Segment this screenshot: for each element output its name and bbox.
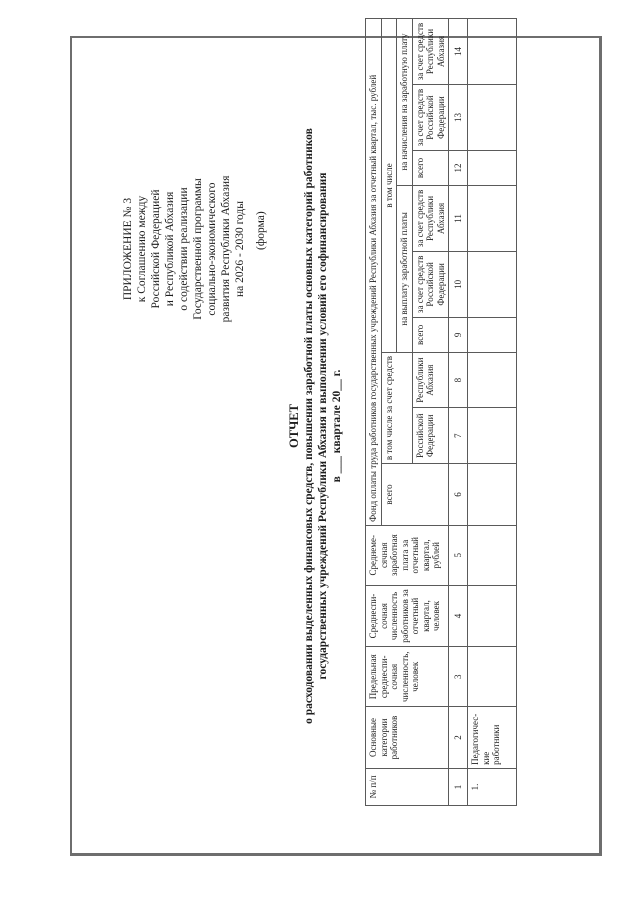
- appendix-line: ПРИЛОЖЕНИЕ № 3: [122, 197, 134, 301]
- column-number: 2: [449, 707, 468, 769]
- header-total: всего: [381, 464, 449, 526]
- header-max-headcount: Предельная среднеспи-сочная численность, человек: [366, 647, 449, 707]
- table-cell: [468, 186, 517, 252]
- table-cell: [468, 525, 517, 585]
- header-including-from: в том числе за счет средств: [381, 352, 412, 463]
- table-cell: [468, 85, 517, 151]
- column-number: 11: [449, 186, 468, 252]
- column-number: 13: [449, 85, 468, 151]
- column-number: 3: [449, 647, 468, 707]
- table-cell: [468, 408, 517, 464]
- report-subtitle-line: государственных учреждений Республики Абхазия и выполнении условий его софинансирования: [317, 172, 329, 680]
- table-cell: [468, 585, 517, 647]
- appendix-line: к Соглашению между: [136, 195, 148, 303]
- form-label: (форма): [255, 211, 267, 250]
- appendix-line: Государственной программы: [192, 178, 204, 320]
- table-cell: [468, 352, 517, 408]
- row-num: 1.: [468, 768, 517, 805]
- header-ra: Республики Абхазия: [412, 352, 449, 408]
- column-number: 4: [449, 585, 468, 647]
- row-category: Педагогичес-кие работники: [468, 707, 517, 769]
- appendix-line: Российской Федерацией: [150, 189, 162, 309]
- header-payment-from-ra: за счет средств Республики Абхазия: [412, 186, 449, 252]
- header-payment-from-rf: за счет средств Российской Федерации: [412, 251, 449, 317]
- header-categories: Основные категории работников: [366, 707, 449, 769]
- report-subtitle-line: о расходовании выделенных финансовых средств, повышении заработной платы основных категорий работников: [303, 128, 315, 724]
- table-cell: [468, 251, 517, 317]
- column-number: 9: [449, 317, 468, 352]
- header-accrual-from-ra: за счет средств Республики Абхазия: [412, 19, 449, 85]
- header-fund: Фонд оплаты труда работников государственных учреждений Республики Абхазия за отчетный квартал, тыс. рублей: [366, 19, 382, 526]
- header-accrual-from-rf: за счет средств Российской Федерации: [412, 85, 449, 151]
- appendix-line: о содействии реализации: [178, 187, 190, 311]
- appendix-line: социально-экономического: [206, 182, 218, 316]
- header-accrual: на начисления на заработную плату: [397, 19, 413, 186]
- report-table: [365, 18, 517, 806]
- column-number: 10: [449, 251, 468, 317]
- table-cell: [468, 464, 517, 526]
- report-title: ОТЧЕТ: [287, 404, 301, 448]
- header-payment: на выплату заработной платы: [397, 186, 413, 353]
- report-title-block: [287, 2, 344, 850]
- table-cell: [468, 151, 517, 186]
- appendix-line: развития Республики Абхазия: [220, 175, 232, 323]
- table-row: [468, 19, 517, 806]
- column-number: 5: [449, 525, 468, 585]
- rotated-page: [75, 2, 639, 850]
- header-avg-headcount: Среднеспи-сочная численность работников за отчетный квартал, человек: [366, 585, 449, 647]
- report-period-line: в ___ квартале 20__ г.: [331, 369, 343, 483]
- table-cell: [468, 647, 517, 707]
- header-num: № п/п: [366, 768, 449, 805]
- appendix-line: и Республикой Абхазия: [164, 191, 176, 307]
- header-payment-total: всего: [412, 317, 449, 352]
- table-cell: [468, 19, 517, 85]
- column-number: 8: [449, 352, 468, 408]
- column-number: 7: [449, 408, 468, 464]
- header-accrual-total: всего: [412, 151, 449, 186]
- header-avg-salary: Среднеме-сячная заработная плата за отчетный квартал, рублей: [366, 525, 449, 585]
- appendix-line: на 2026 - 2030 годы: [234, 201, 246, 298]
- header-including: в том числе: [381, 19, 397, 353]
- column-number: 1: [449, 768, 468, 805]
- column-number: 6: [449, 464, 468, 526]
- column-number: 14: [449, 19, 468, 85]
- header-rf: Российской Федерации: [412, 408, 449, 464]
- table-cell: [468, 317, 517, 352]
- column-number: 12: [449, 151, 468, 186]
- appendix-block: [121, 144, 247, 354]
